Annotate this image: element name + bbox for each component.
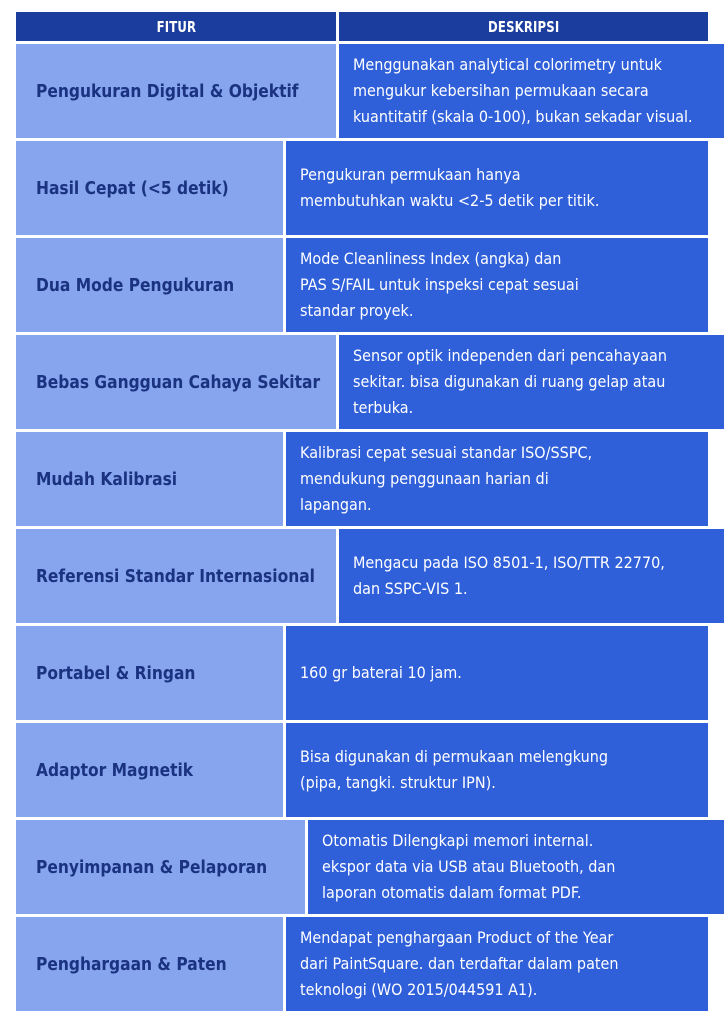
table-row bbox=[16, 626, 708, 723]
feature-description: Bisa digunakan di permukaan melengkung (pipa, tangki. struktur IPN). bbox=[300, 747, 609, 792]
table-row bbox=[16, 141, 708, 238]
feature-description: Mendapat penghargaan Product of the Year dari PaintSquare. dan terdaftar dalam paten teknologi (WO 2015/044591 A1). bbox=[300, 928, 619, 999]
header-feature-label: FITUR bbox=[156, 17, 196, 36]
feature-description: Mode Cleanliness Index (angka) dan PAS S/FAIL untuk inspeksi cepat sesuai standar proyek. bbox=[300, 249, 579, 320]
table-row bbox=[16, 917, 708, 1014]
feature-cell bbox=[16, 529, 336, 623]
table-row bbox=[16, 238, 708, 335]
feature-cell bbox=[16, 44, 336, 138]
table-row bbox=[16, 335, 708, 432]
description-cell bbox=[283, 141, 708, 235]
table-row bbox=[16, 529, 708, 626]
feature-name: Pengukuran Digital & Objektif bbox=[36, 80, 299, 102]
description-cell bbox=[336, 44, 724, 138]
feature-description: Otomatis Dilengkapi memori internal. ekspor data via USB atau Bluetooth, dan laporan otomatis dalam format PDF. bbox=[321, 831, 616, 902]
feature-description: Kalibrasi cepat sesuai standar ISO/SSPC, mendukung penggunaan harian di lapangan. bbox=[300, 443, 593, 514]
feature-cell bbox=[16, 141, 283, 235]
feature-description: 160 gr baterai 10 jam. bbox=[300, 663, 462, 682]
feature-name: Dua Mode Pengukuran bbox=[36, 274, 235, 296]
feature-description: Pengukuran permukaan hanya membutuhkan waktu <2-5 detik per titik. bbox=[300, 165, 600, 210]
description-cell bbox=[283, 917, 708, 1011]
header-description-cell bbox=[336, 12, 708, 41]
feature-cell bbox=[16, 432, 283, 526]
feature-name: Referensi Standar Internasional bbox=[36, 565, 315, 587]
table-header-row bbox=[16, 12, 708, 44]
feature-name: Hasil Cepat (<5 detik) bbox=[36, 177, 229, 199]
feature-name: Penyimpanan & Pelaporan bbox=[36, 856, 268, 878]
feature-name: Penghargaan & Paten bbox=[36, 953, 227, 975]
feature-cell bbox=[16, 820, 305, 914]
description-cell bbox=[305, 820, 724, 914]
feature-table bbox=[16, 12, 708, 1014]
description-cell bbox=[283, 238, 708, 332]
header-description-label: DESKRIPSI bbox=[487, 17, 560, 36]
feature-cell bbox=[16, 626, 283, 720]
description-cell bbox=[336, 335, 724, 429]
description-cell bbox=[336, 529, 724, 623]
feature-cell bbox=[16, 917, 283, 1011]
table-row bbox=[16, 432, 708, 529]
feature-cell bbox=[16, 335, 336, 429]
description-cell bbox=[283, 626, 708, 720]
description-cell bbox=[283, 723, 708, 817]
feature-description: Mengacu pada ISO 8501-1, ISO/TTR 22770, dan SSPC-VIS 1. bbox=[353, 553, 665, 598]
table-row bbox=[16, 723, 708, 820]
table-row bbox=[16, 44, 708, 141]
feature-description: Menggunakan analytical colorimetry untuk mengukur kebersihan permukaan secara kuantitatif (skala 0-100), bukan sekadar visual. bbox=[353, 55, 693, 126]
feature-name: Adaptor Magnetik bbox=[36, 759, 194, 781]
feature-name: Bebas Gangguan Cahaya Sekitar bbox=[36, 371, 321, 393]
feature-description: Sensor optik independen dari pencahayaan sekitar. bisa digunakan di ruang gelap atau terbuka. bbox=[353, 346, 667, 417]
header-feature-cell bbox=[16, 12, 336, 41]
feature-name: Portabel & Ringan bbox=[36, 662, 196, 684]
feature-name: Mudah Kalibrasi bbox=[36, 468, 178, 490]
feature-cell bbox=[16, 723, 283, 817]
description-cell bbox=[283, 432, 708, 526]
table-row bbox=[16, 820, 708, 917]
feature-cell bbox=[16, 238, 283, 332]
